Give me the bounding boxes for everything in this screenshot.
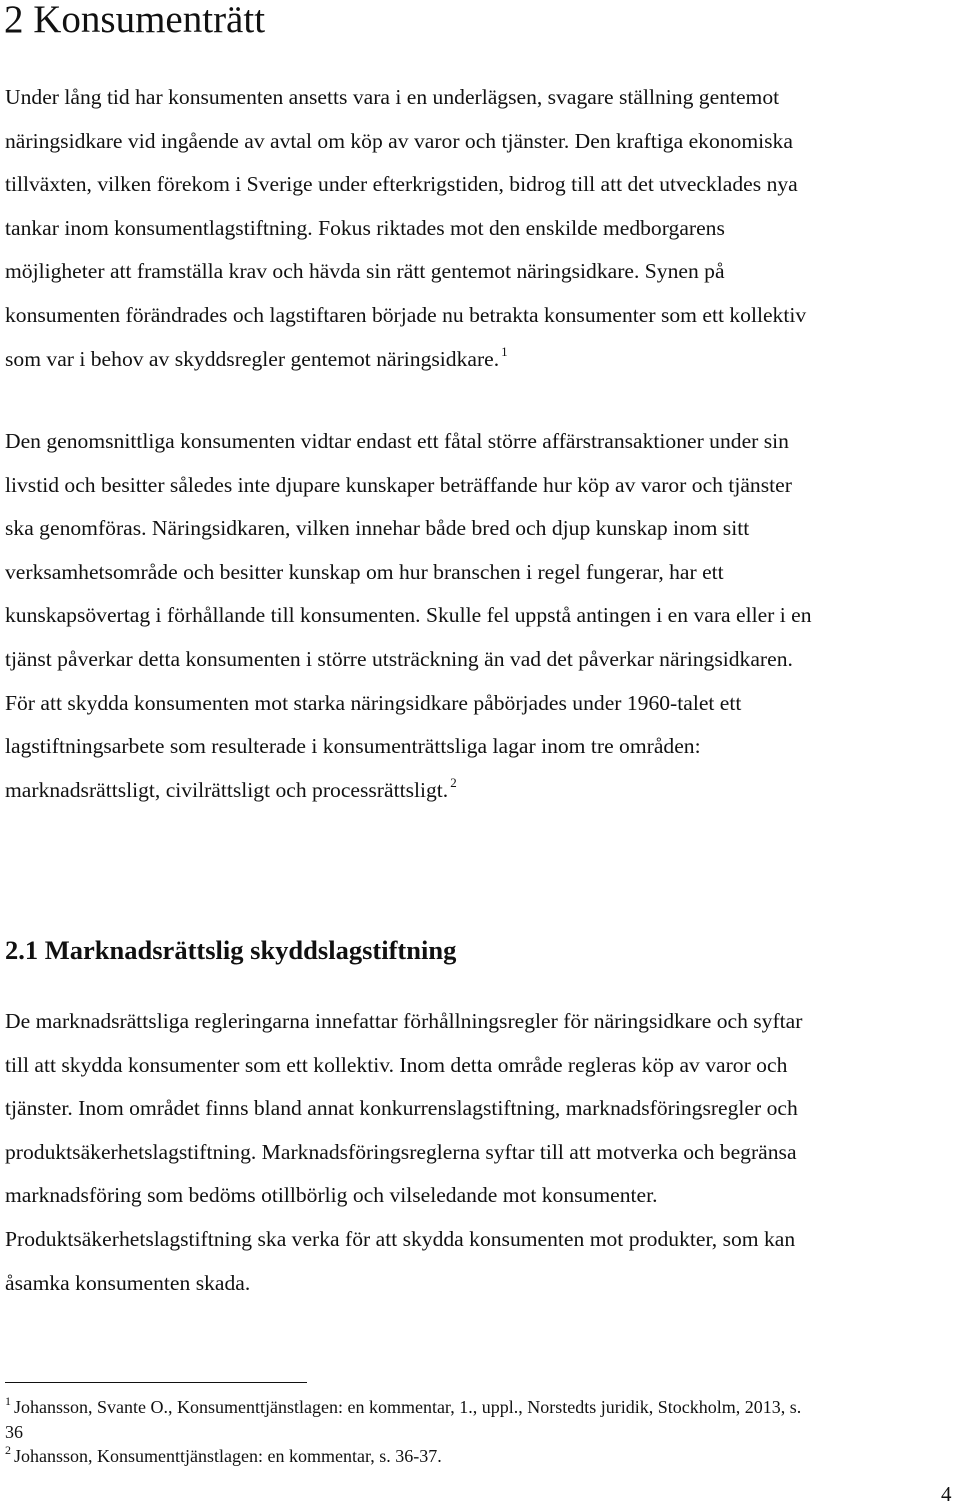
footnotes <box>5 1395 955 1469</box>
second-paragraph <box>5 420 955 812</box>
text-line: möjligheter att framställa krav och hävda sin rätt gentemot näringsidkare. Synen på <box>5 259 725 284</box>
footnote-text: Johansson, Konsumenttjänstlagen: en kommentar, s. 36-37. <box>14 1446 442 1466</box>
text-line: Den genomsnittliga konsumenten vidtar endast ett fåtal större affärstransaktioner under sin <box>5 429 789 453</box>
text-line: kunskapsövertag i förhållande till konsumenten. Skulle fel uppstå antingen i en vara eller i en <box>5 603 812 628</box>
footnote-line <box>5 1395 955 1420</box>
footnote-divider <box>5 1382 307 1383</box>
footnote-number: 2 <box>5 1443 11 1457</box>
footnote <box>5 1444 955 1469</box>
footnote <box>5 1395 955 1444</box>
text-line: För att skydda konsumenten mot starka näringsidkare påbörjades under 1960-talet ett <box>5 690 742 715</box>
chapter-heading: 2 Konsumenträtt <box>4 0 266 41</box>
footnote-text: Johansson, Svante O., Konsumenttjänstlagen: en kommentar, 1., uppl., Norstedts juridik, Stockholm, 2013, s. <box>14 1397 802 1417</box>
text-line: produktsäkerhetslagstiftning. Marknadsföringsreglerna syftar till att motverka och begränsa <box>5 1139 797 1164</box>
text-line: marknadsföring som bedöms otillbörlig och vilseledande mot konsumenter. <box>5 1183 658 1208</box>
text-line: åsamka konsumenten skada. <box>5 1270 251 1295</box>
intro-paragraph <box>5 76 955 381</box>
text-line: ska genomföras. Näringsidkaren, vilken innehar både bred och djup kunskap inom sitt <box>5 516 750 541</box>
text-line: Produktsäkerhetslagstiftning ska verka för att skydda konsumenten mot produkter, som kan <box>5 1226 796 1251</box>
text-line: tankar inom konsumentlagstiftning. Fokus riktades mot den enskilde medborgarens <box>5 215 725 240</box>
text-line: Under lång tid har konsumenten ansetts vara i en underlägsen, svagare ställning gentemot <box>5 85 780 109</box>
page-number: 4 <box>941 1482 952 1506</box>
text-line-with-footnote <box>5 338 955 382</box>
text-line: till att skydda konsumenter som ett kollektiv. Inom detta område regleras köp av varor och <box>5 1052 788 1077</box>
text-line: tjänster. Inom området finns bland annat konkurrenslagstiftning, marknadsföringsregler och <box>5 1096 798 1121</box>
text-line: marknadsrättsligt, civilrättsligt och processrättsligt. <box>5 777 449 802</box>
footnote-line: 36 <box>5 1421 23 1442</box>
text-line-with-footnote <box>5 769 955 813</box>
footnote-number: 1 <box>5 1394 11 1408</box>
text-line: tillväxten, vilken förekom i Sverige under efterkrigstiden, bidrog till att det utvecklades nya <box>5 172 798 197</box>
text-line: verksamhetsområde och besitter kunskap om hur branschen i regel fungerar, har ett <box>5 559 724 584</box>
text-line: livstid och besitter således inte djupare kunskaper beträffande hur köp av varor och tjänster <box>5 472 792 497</box>
text-line: näringsidkare vid ingående av avtal om köp av varor och tjänster. Den kraftiga ekonomiska <box>5 128 793 153</box>
text-line: De marknadsrättsliga regleringarna innefattar förhållningsregler för näringsidkare och syftar <box>5 1009 803 1033</box>
footnote-line <box>5 1444 955 1469</box>
text-line: tjänst påverkar detta konsumenten i större utsträckning än vad det påverkar näringsidkaren. <box>5 646 793 671</box>
text-line: konsumenten förändrades och lagstiftaren började nu betrakta konsumenter som ett kollektiv <box>5 302 807 327</box>
section-paragraph <box>5 1000 955 1305</box>
footnote-reference: 1 <box>501 343 508 359</box>
footnote-reference: 2 <box>450 774 457 790</box>
text-line: som var i behov av skyddsregler gentemot näringsidkare. <box>5 346 500 371</box>
section-heading: 2.1 Marknadsrättslig skyddslagstiftning <box>5 935 457 965</box>
text-line: lagstiftningsarbete som resulterade i konsumenträttsliga lagar inom tre områden: <box>5 734 701 759</box>
